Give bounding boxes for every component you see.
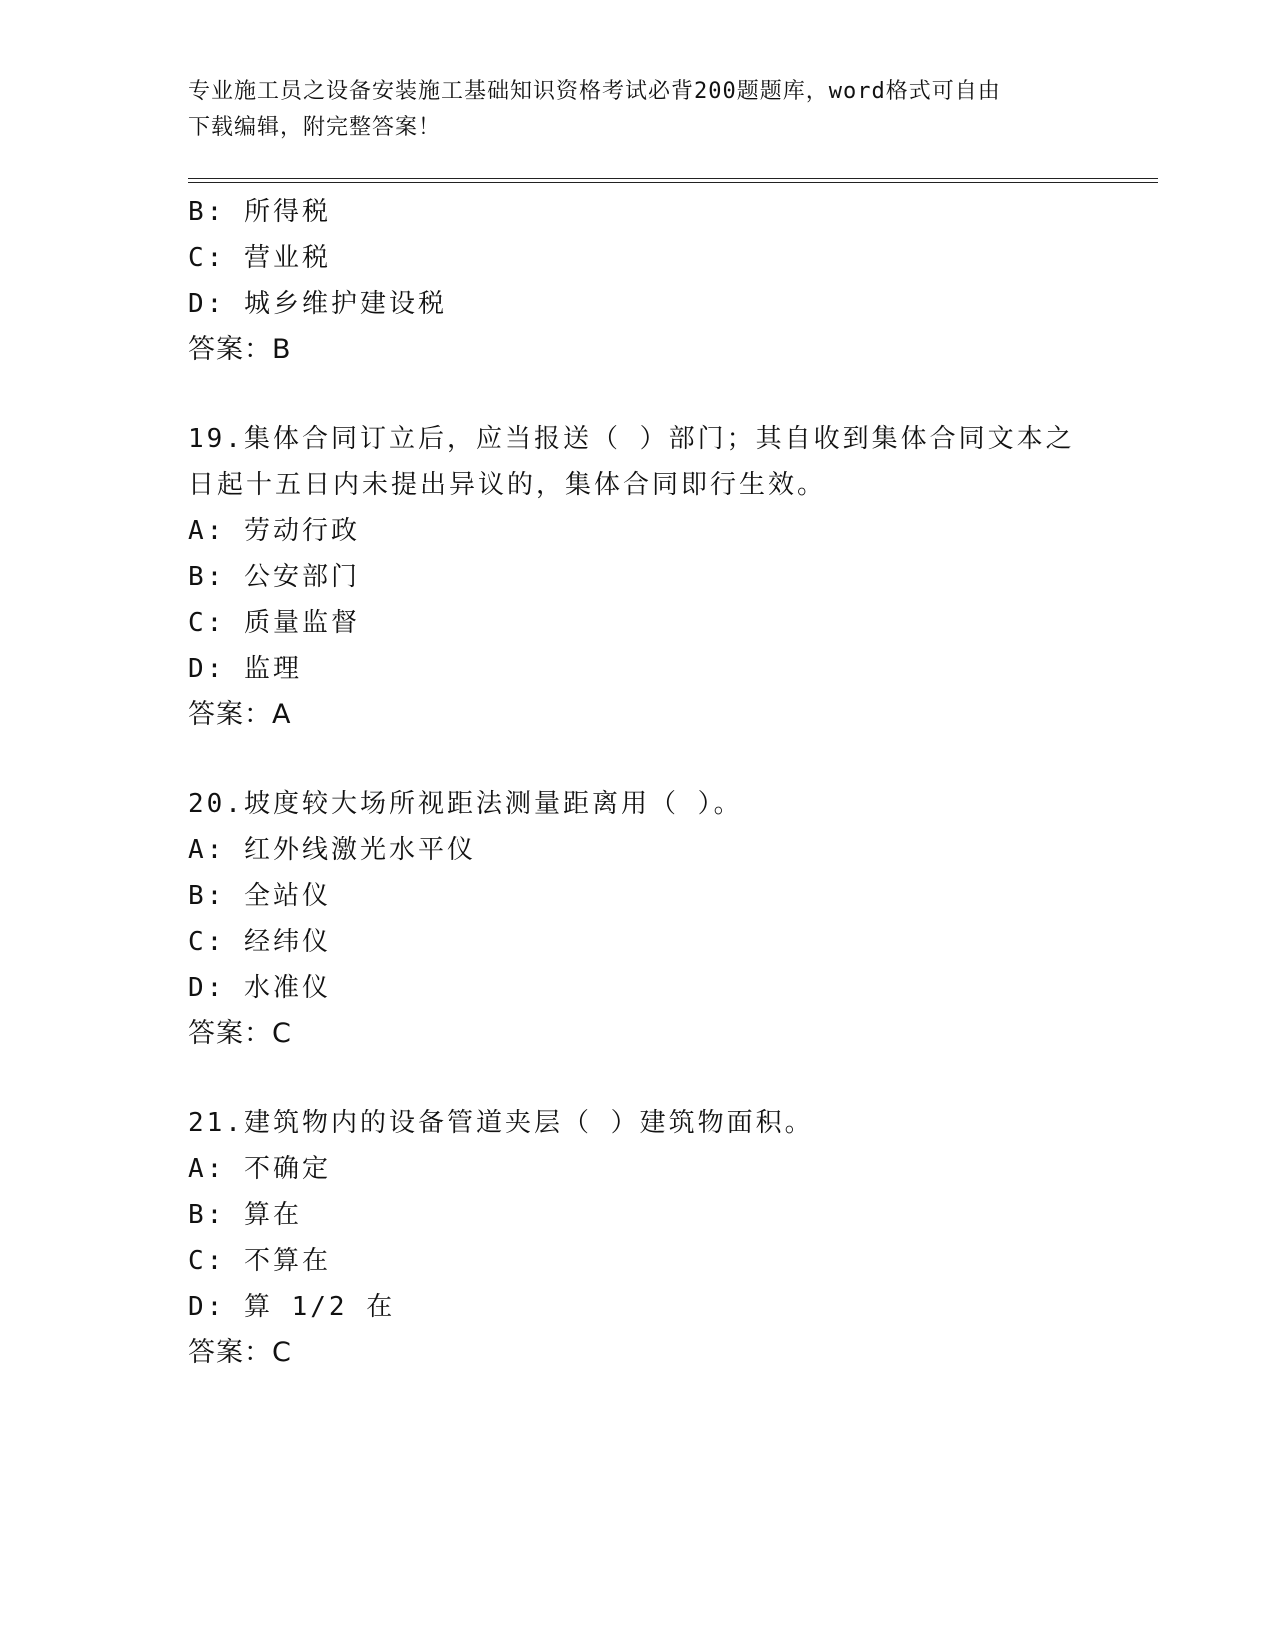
- option-b: B: 算在: [188, 1200, 302, 1230]
- header-line-1: 专业施工员之设备安装施工基础知识资格考试必背200题题库，word格式可自由: [188, 79, 1001, 104]
- option-d: D: 监理: [188, 654, 302, 684]
- option-a: A: 劳动行政: [188, 516, 360, 546]
- question-21: [188, 1100, 1088, 1376]
- question-20: [188, 781, 1088, 1057]
- option-c: C: 质量监督: [188, 608, 360, 638]
- question-19: [188, 416, 1088, 738]
- document-header: [188, 74, 1068, 146]
- option-a: A: 红外线激光水平仪: [188, 835, 476, 865]
- document-body: [188, 189, 1088, 1376]
- option-b: B: 全站仪: [188, 881, 331, 911]
- question-stem-line: 日起十五日内未提出异议的，集体合同即行生效。: [188, 470, 827, 500]
- question-18-continued: [188, 189, 1088, 373]
- question-stem-line: 20.坡度较大场所视距法测量距离用（ ）。: [188, 789, 743, 819]
- question-stem-line: 19.集体合同订立后，应当报送（ ）部门；其自收到集体合同文本之: [188, 424, 1075, 454]
- option-d: D: 城乡维护建设税: [188, 289, 447, 319]
- question-stem-line: 21.建筑物内的设备管道夹层（ ）建筑物面积。: [188, 1108, 814, 1138]
- option-b: B: 公安部门: [188, 562, 360, 592]
- option-d: D: 算 1/2 在: [188, 1292, 396, 1322]
- option-c: C: 营业税: [188, 243, 331, 273]
- option-a: A: 不确定: [188, 1154, 331, 1184]
- option-d: D: 水准仪: [188, 973, 331, 1003]
- answer: 答案：A: [188, 699, 292, 730]
- option-c: C: 不算在: [188, 1246, 331, 1276]
- option-c: C: 经纬仪: [188, 927, 331, 957]
- answer: 答案：C: [188, 1337, 292, 1368]
- answer: 答案：B: [188, 334, 292, 365]
- option-b: B: 所得税: [188, 197, 331, 227]
- header-line-2: 下载编辑，附完整答案！: [188, 115, 442, 140]
- answer: 答案：C: [188, 1018, 292, 1049]
- header-double-rule: [188, 178, 1158, 183]
